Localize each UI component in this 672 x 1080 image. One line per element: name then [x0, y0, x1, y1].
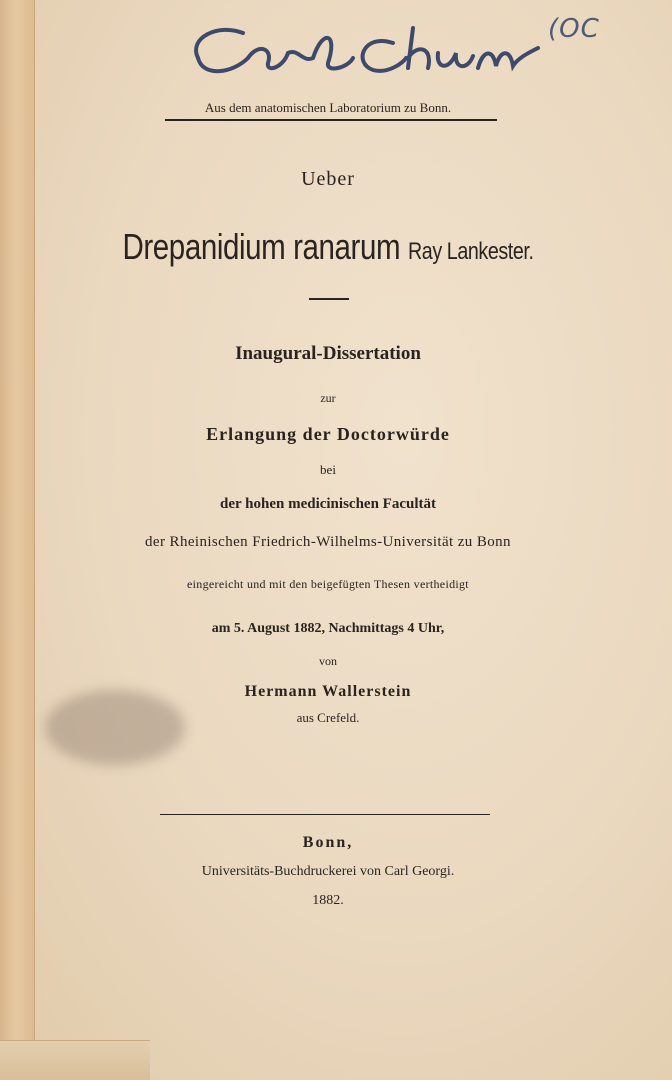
- torn-corner: [0, 1040, 150, 1080]
- title-species: [87, 226, 569, 268]
- pencil-annotation: (OC: [548, 14, 600, 44]
- species-name: Drepanidium ranarum: [122, 226, 401, 267]
- date-text: am 5. August 1882, Nachmittags 4 Uhr,: [211, 621, 445, 636]
- bei-text: bei: [320, 462, 336, 477]
- zur-text: zur: [320, 391, 336, 405]
- species-authority: Ray Lankester.: [407, 238, 534, 265]
- imprint-rule: [160, 814, 490, 815]
- submitted-text: eingereicht und mit den beigefügten Thesen vertheidigt: [187, 577, 469, 591]
- imprint-city: Bonn,: [302, 834, 354, 851]
- author-name: Hermann Wallerstein: [244, 683, 412, 700]
- title-preposition: Ueber: [301, 168, 355, 190]
- degree-text: Erlangung der Doctorwürde: [206, 424, 450, 444]
- imprint-year: 1882.: [312, 893, 344, 908]
- faculty-text: der hohen medicinischen Facultät: [220, 496, 436, 512]
- handwritten-signature: [188, 18, 558, 82]
- header-rule: [165, 119, 497, 121]
- author-origin: aus Crefeld.: [296, 710, 360, 725]
- water-stain: [45, 690, 185, 765]
- von-text: von: [319, 654, 337, 668]
- imprint-printer: Universitäts-Buchdruckerei von Carl Georgi.: [201, 864, 455, 879]
- paper-spine: [0, 0, 35, 1080]
- university-text: der Rheinischen Friedrich-Wilhelms-Universität zu Bonn: [145, 534, 511, 550]
- dissertation-label: Inaugural-Dissertation: [235, 343, 421, 364]
- laboratory-line: Aus dem anatomischen Laboratorium zu Bonn.: [204, 100, 452, 115]
- title-divider: [309, 298, 349, 300]
